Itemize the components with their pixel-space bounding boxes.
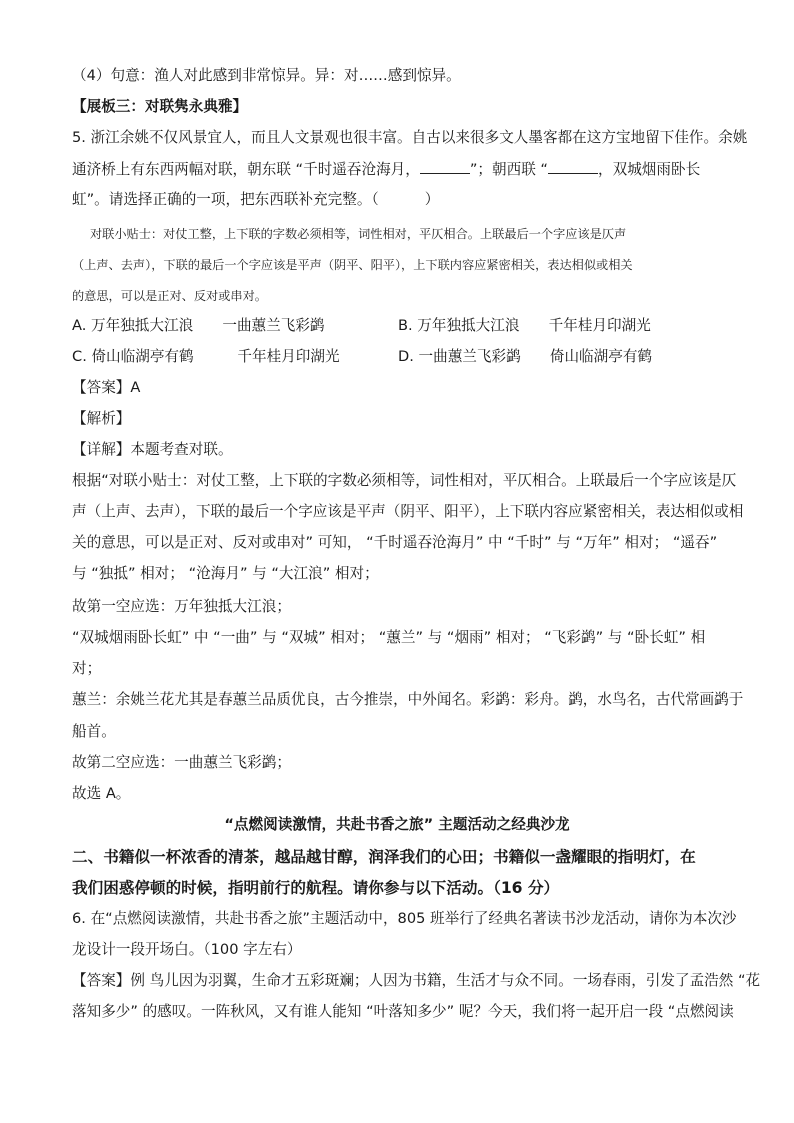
section-two-heading: 我们困惑停顿的时候，指明前行的航程。请你参与以下活动。（16 分） — [72, 879, 560, 897]
analysis-line: 船首。 — [72, 723, 116, 740]
tip-line: （上声、去声），下联的最后一个字应该是平声（阴平、阳平），上下联内容应紧密相关，表达相似或相关 — [72, 258, 633, 272]
detail-label: 【详解】本题考查对联。 — [72, 441, 233, 458]
text-fragment: 通济桥上有东西两幅对联，朝东联 “千时遥吞沧海月， — [72, 161, 420, 178]
text-fragment: ，双城烟雨卧长 — [598, 161, 701, 178]
answer-blank — [420, 159, 470, 174]
option-a: A. 万年独抵大江浪 一曲蕙兰飞彩鹢 — [72, 317, 325, 334]
question-6-line: 6. 在“点燃阅读激情，共赴书香之旅”主题活动中，805 班举行了经典名著读书沙龙活动，请你为本次沙 — [72, 910, 737, 927]
analysis-line: 声（上声、去声），下联的最后一个字应该是平声（阴平、阳平），上下联内容应紧密相关，表达相似或相 — [72, 503, 744, 520]
section-heading: 【展板三：对联隽永典雅】 — [72, 98, 248, 115]
analysis-label: 【解析】 — [72, 410, 131, 427]
text-fragment: ”；朝西联 “ — [469, 161, 548, 178]
answer-label: 【答案】A — [72, 379, 141, 396]
question-5-line — [72, 159, 744, 180]
option-d: D. 一曲蕙兰飞彩鹢 倚山临湖亭有鹤 — [398, 348, 653, 365]
salon-title: “点燃阅读激情，共赴书香之旅” 主题活动之经典沙龙 — [224, 816, 570, 833]
analysis-line: “双城烟雨卧长虹” 中 “一曲” 与 “双城” 相对； “蕙兰” 与 “烟雨” 相对； “飞彩鹢” 与 “卧长虹” 相 — [72, 629, 706, 646]
analysis-line: 故第二空应选：一曲蕙兰飞彩鹢； — [72, 754, 291, 771]
analysis-line: 故第一空应选：万年独抵大江浪； — [72, 598, 291, 615]
answer-blank — [548, 159, 598, 174]
analysis-line: 蕙兰：余姚兰花尤其是春蕙兰品质优良，古今推崇，中外闻名。彩鹢：彩舟。鹢，水鸟名，古代常画鹢于 — [72, 691, 744, 708]
tip-line: 的意思，可以是正对、反对或串对。 — [72, 289, 267, 303]
analysis-line: 故选 A。 — [72, 785, 131, 802]
text-fragment: ） — [424, 191, 440, 208]
answer-6-line: 落知多少” 的感叹。一阵秋风，又有谁人能知 “叶落知多少” 呢？今天，我们将一起开启一段 “点燃阅读 — [72, 1003, 734, 1020]
analysis-line: 与 “独抵” 相对； “沧海月” 与 “大江浪” 相对； — [72, 565, 379, 582]
text-fragment: 虹”。请选择正确的一项，把东西联补充完整。（ — [72, 191, 379, 208]
question-5-line — [72, 190, 744, 210]
question-5-line: 5. 浙江余姚不仅风景宜人，而且人文景观也很丰富。自古以来很多文人墨客都在这方宝地留下佳作。余姚 — [72, 129, 748, 146]
option-c: C. 倚山临湖亭有鹤 千年桂月印湖光 — [72, 348, 340, 365]
analysis-line: 对； — [72, 660, 102, 677]
text-line: （4）句意：渔人对此感到非常惊异。异：对……感到惊异。 — [72, 67, 461, 84]
option-b: B. 万年独抵大江浪 千年桂月印湖光 — [398, 317, 651, 334]
analysis-line: 关的意思，可以是正对、反对或串对” 可知， “千时遥吞沧海月” 中 “千时” 与 “万年” 相对； “遥吞” — [72, 534, 718, 551]
analysis-line: 根据“对联小贴士：对仗工整，上下联的字数必须相等，词性相对，平仄相合。上联最后一个字应该是仄 — [72, 472, 737, 489]
section-two-heading: 二、书籍似一杯浓香的清茶，越品越甘醇，润泽我们的心田；书籍似一盏耀眼的指明灯，在 — [72, 848, 696, 866]
tip-line: 对联小贴士：对仗工整，上下联的字数必须相等，词性相对，平仄相合。上联最后一个字应该是仄声 — [90, 227, 627, 241]
question-6-line: 龙设计一段开场白。（100 字左右） — [72, 941, 302, 958]
answer-6-line: 【答案】例 鸟儿因为羽翼，生命才五彩斑斓；人因为书籍，生活才与众不同。一场春雨，引发了孟浩然 “花 — [72, 972, 761, 989]
